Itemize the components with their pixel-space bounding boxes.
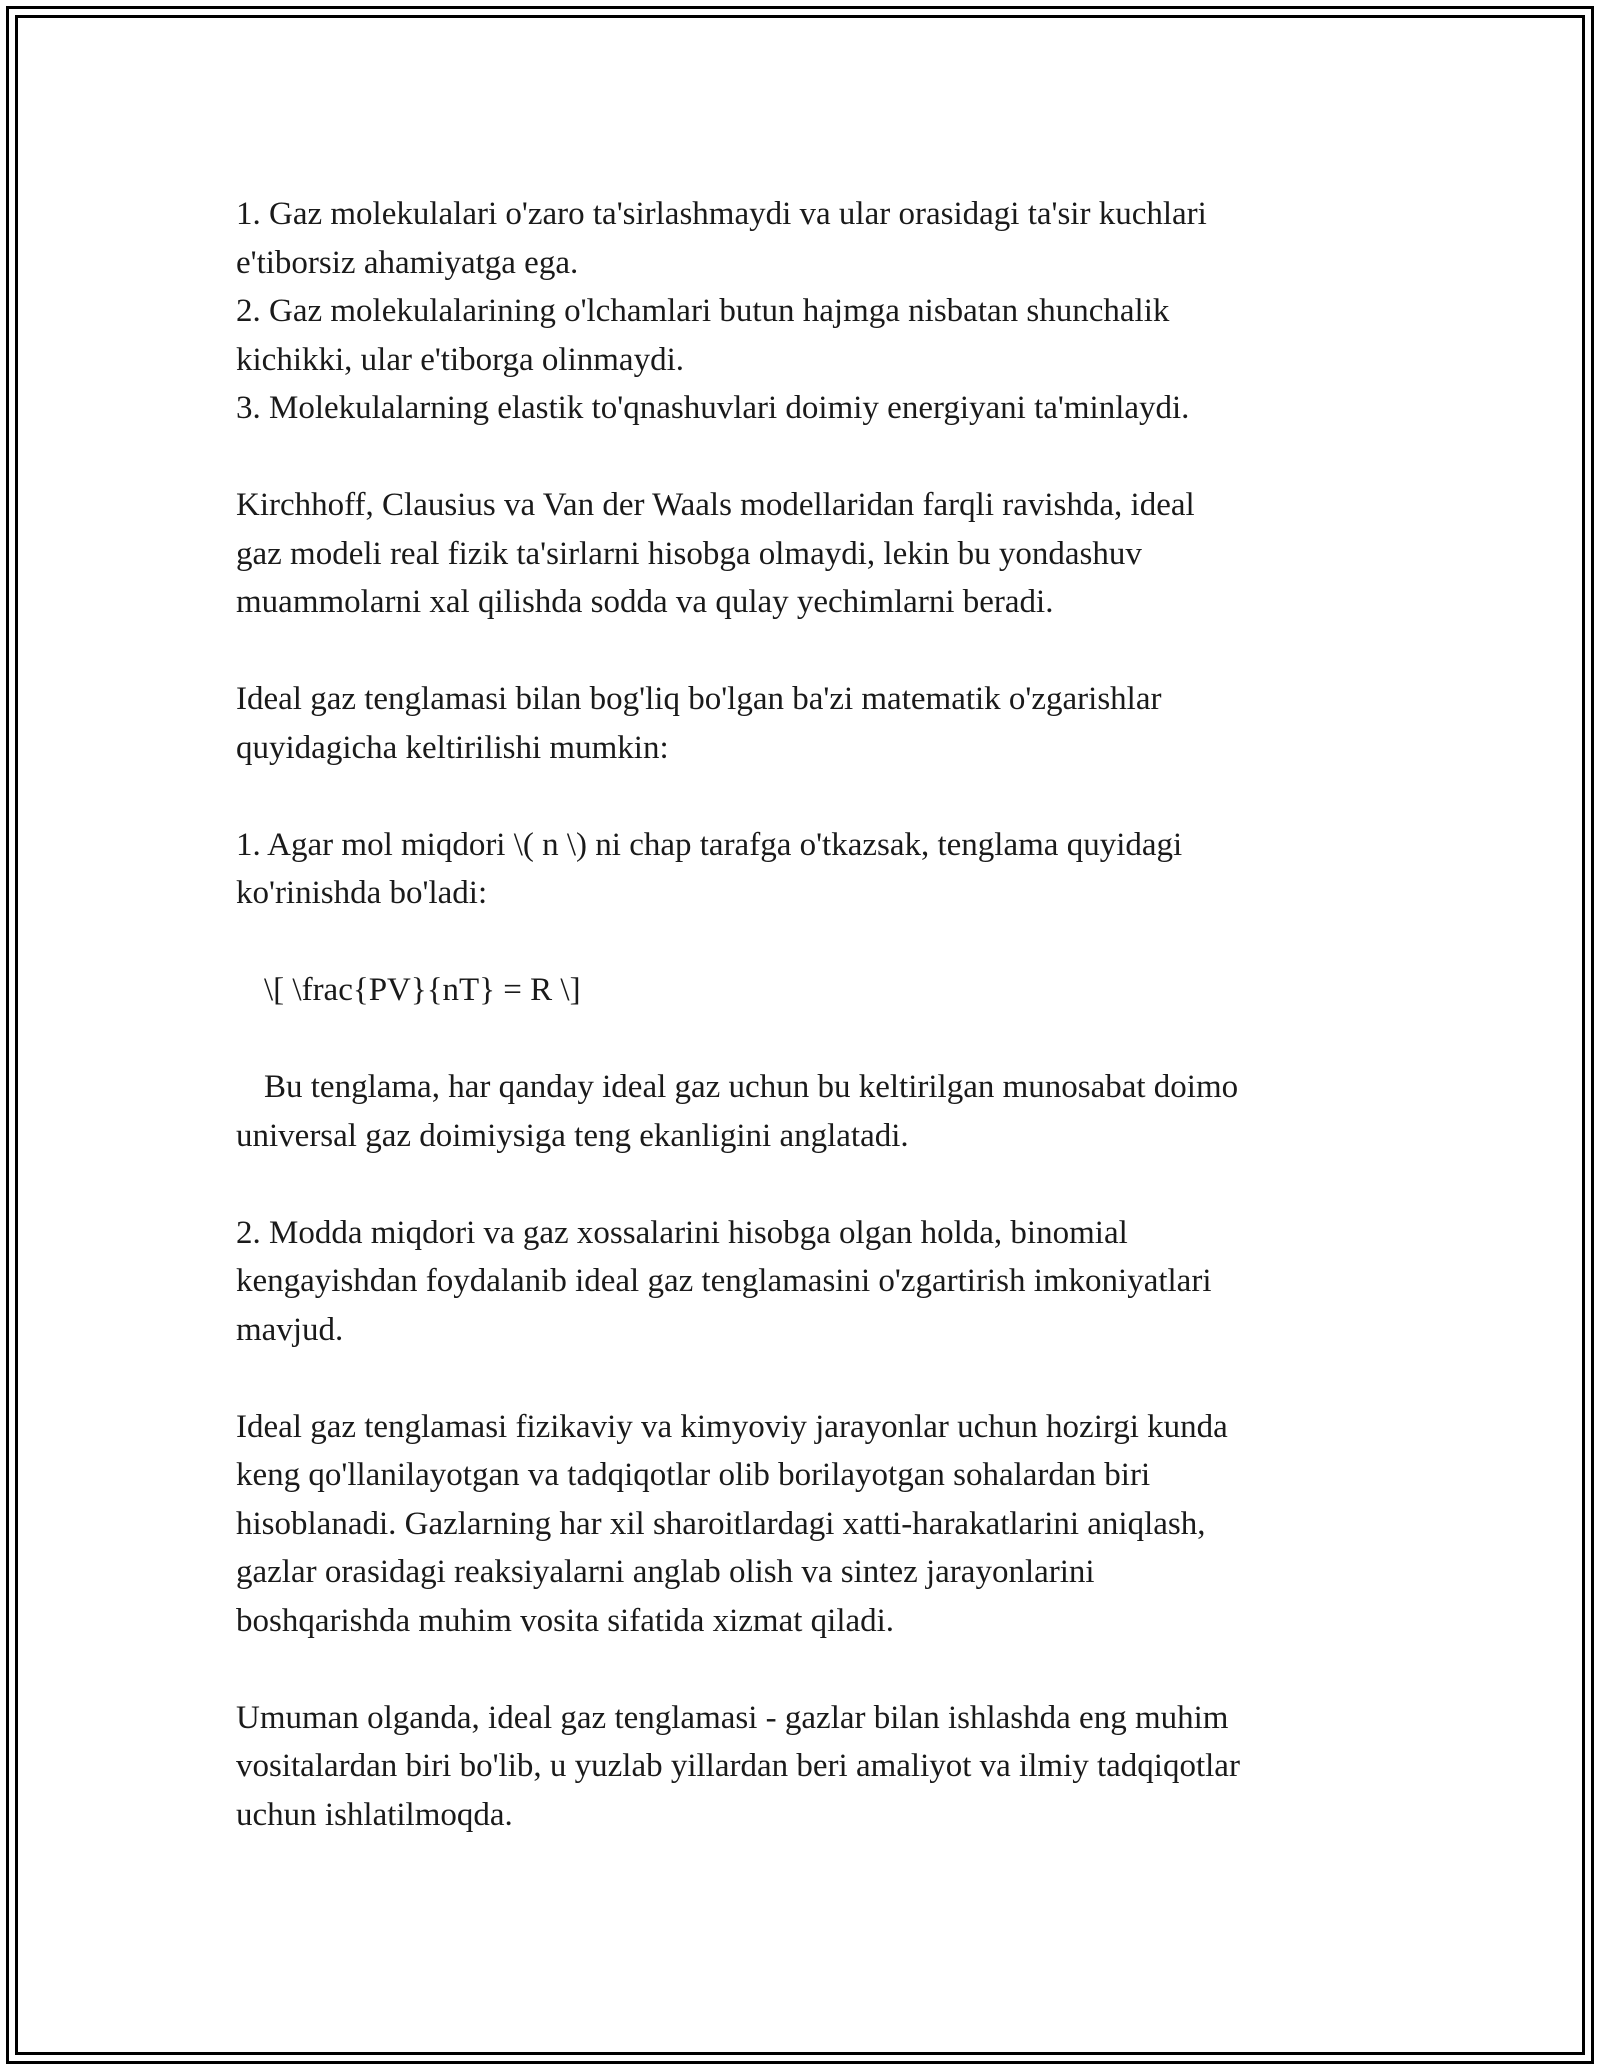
- model-comparison-paragraph: Kirchhoff, Clausius va Van der Waals modellaridan farqli ravishda, ideal gaz modeli real fizik ta'sirlarni hisobga olmaydi, lekin bu yondashuv muammolarni xal qilishda sodda va qulay yechimlarni beradi.: [236, 487, 1195, 620]
- transformation-2-paragraph: 2. Modda miqdori va gaz xossalarini hisobga olgan holda, binomial kengayishdan foydalanib ideal gaz tenglamasini o'zgartirish imkoniyatlari mavjud.: [236, 1214, 1212, 1348]
- assumptions-list: 1. Gaz molekulalari o'zaro ta'sirlashmaydi va ular orasidagi ta'sir kuchlari e'tiborsiz ahamiyatga ega. 2. Gaz molekulalarining o'lchamlari butun hajmga nisbatan shunchalik kichikki, ular e'tiborga olinmaydi. 3. Molekulalarning elastik to'qnashuvlari doimiy energiyani ta'minlaydi.: [236, 196, 1207, 426]
- equation-formula: \[ \frac{PV}{nT} = R \]: [264, 972, 581, 1008]
- transformation-1-paragraph: 1. Agar mol miqdori \( n \) ni chap tarafga o'tkazsak, tenglama quyidagi ko'rinishda bo'ladi:: [236, 826, 1183, 911]
- applications-paragraph: Ideal gaz tenglamasi fizikaviy va kimyoviy jarayonlar uchun hozirgi kunda keng qo'llanilayotgan va tadqiqotlar olib borilayotgan sohalardan biri hisoblanadi. Gazlarning har xil sharoitlardagi xatti-harakatlarini aniqlash, gazlar orasidagi reaksiyalarni anglab olish va sintez jarayonlarini boshqarishda muhim vosita sifatida xizmat qiladi.: [236, 1408, 1228, 1639]
- conclusion-paragraph: Umuman olganda, ideal gaz tenglamasi - gazlar bilan ishlashda eng muhim vositalardan biri bo'lib, u yuzlab yillardan beri amaliyot va ilmiy tadqiqotlar uchun ishlatilmoqda.: [236, 1699, 1240, 1833]
- transformations-intro-paragraph: Ideal gaz tenglamasi bilan bog'liq bo'lgan ba'zi matematik o'zgarishlar quyidagicha keltirilishi mumkin:: [236, 681, 1162, 766]
- document-body: [236, 190, 1386, 1839]
- equation-explanation-paragraph: Bu tenglama, har qanday ideal gaz uchun bu keltirilgan munosabat doimo universal gaz doimiysiga teng ekanligini anglatadi.: [236, 1069, 1239, 1154]
